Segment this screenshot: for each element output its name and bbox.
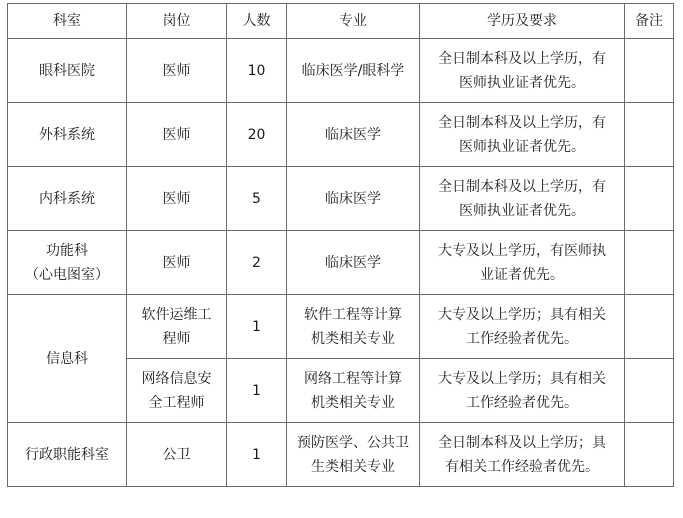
dept-text: 信息科 (46, 350, 88, 367)
cell-post (127, 295, 227, 359)
cell-requirements (420, 39, 625, 103)
cell-dept (8, 103, 127, 167)
cell-count (227, 39, 287, 103)
cell-notes (625, 359, 674, 423)
cell-requirements (420, 167, 625, 231)
post-text: 网络信息安 全工程师 (141, 370, 212, 411)
header-major: 专业 (287, 4, 420, 39)
post-text: 医师 (162, 254, 191, 271)
cell-post (127, 423, 227, 487)
cell-notes (625, 39, 674, 103)
cell-post (127, 359, 227, 423)
cell-count (227, 167, 287, 231)
requirements-text: 大专及以上学历，有医师执 业证者优先。 (438, 242, 606, 283)
major-text: 临床医学 (325, 254, 381, 271)
requirements-text: 全日制本科及以上学历，有 医师执业证者优先。 (438, 50, 606, 91)
major-text: 预防医学、公共卫 生类相关专业 (297, 434, 409, 475)
count-text: 10 (247, 62, 266, 79)
major-text: 临床医学 (325, 190, 381, 207)
dept-text: 行政职能科室 (25, 446, 109, 463)
table-header-row (8, 4, 674, 39)
cell-major (287, 359, 420, 423)
table-row (8, 39, 674, 103)
cell-requirements (420, 359, 625, 423)
cell-major (287, 103, 420, 167)
table-row (8, 231, 674, 295)
post-text: 医师 (162, 126, 191, 143)
cell-count (227, 295, 287, 359)
count-text: 1 (252, 446, 261, 463)
table-row (8, 295, 674, 359)
cell-dept (8, 39, 127, 103)
count-text: 2 (252, 254, 261, 271)
cell-count (227, 103, 287, 167)
header-post: 岗位 (127, 4, 227, 39)
header-count: 人数 (227, 4, 287, 39)
cell-requirements (420, 295, 625, 359)
major-text: 临床医学/眼科学 (301, 62, 405, 79)
cell-major (287, 231, 420, 295)
major-text: 软件工程等计算 机类相关专业 (304, 306, 402, 347)
cell-count (227, 359, 287, 423)
cell-dept (8, 423, 127, 487)
cell-dept (8, 295, 127, 423)
cell-dept (8, 231, 127, 295)
requirements-text: 大专及以上学历；具有相关 工作经验者优先。 (438, 370, 606, 411)
major-text: 网络工程等计算 机类相关专业 (304, 370, 402, 411)
cell-notes (625, 167, 674, 231)
header-notes: 备注 (625, 4, 674, 39)
cell-notes (625, 103, 674, 167)
recruitment-table (7, 3, 674, 487)
cell-requirements (420, 231, 625, 295)
cell-major (287, 167, 420, 231)
requirements-text: 大专及以上学历；具有相关 工作经验者优先。 (438, 306, 606, 347)
cell-notes (625, 423, 674, 487)
post-text: 医师 (162, 62, 191, 79)
dept-text: 功能科 （心电图室） (25, 242, 109, 283)
table-row (8, 423, 674, 487)
header-dept: 科室 (8, 4, 127, 39)
table-row (8, 103, 674, 167)
recruitment-table-container (7, 3, 674, 487)
count-text: 20 (247, 126, 266, 143)
count-text: 5 (252, 190, 261, 207)
cell-major (287, 39, 420, 103)
cell-requirements (420, 103, 625, 167)
requirements-text: 全日制本科及以上学历；具 有相关工作经验者优先。 (438, 434, 606, 475)
table-row (8, 167, 674, 231)
requirements-text: 全日制本科及以上学历，有 医师执业证者优先。 (438, 114, 606, 155)
header-requirements: 学历及要求 (420, 4, 625, 39)
cell-post (127, 231, 227, 295)
post-text: 软件运维工 程师 (141, 306, 212, 347)
cell-post (127, 39, 227, 103)
dept-text: 外科系统 (39, 126, 95, 143)
cell-major (287, 295, 420, 359)
cell-post (127, 167, 227, 231)
dept-text: 眼科医院 (39, 62, 95, 79)
cell-count (227, 423, 287, 487)
post-text: 公卫 (162, 446, 191, 463)
cell-notes (625, 295, 674, 359)
requirements-text: 全日制本科及以上学历，有 医师执业证者优先。 (438, 178, 606, 219)
cell-dept (8, 167, 127, 231)
count-text: 1 (252, 382, 261, 399)
cell-major (287, 423, 420, 487)
cell-requirements (420, 423, 625, 487)
cell-post (127, 103, 227, 167)
count-text: 1 (252, 318, 261, 335)
post-text: 医师 (162, 190, 191, 207)
dept-text: 内科系统 (39, 190, 95, 207)
cell-notes (625, 231, 674, 295)
cell-count (227, 231, 287, 295)
major-text: 临床医学 (325, 126, 381, 143)
